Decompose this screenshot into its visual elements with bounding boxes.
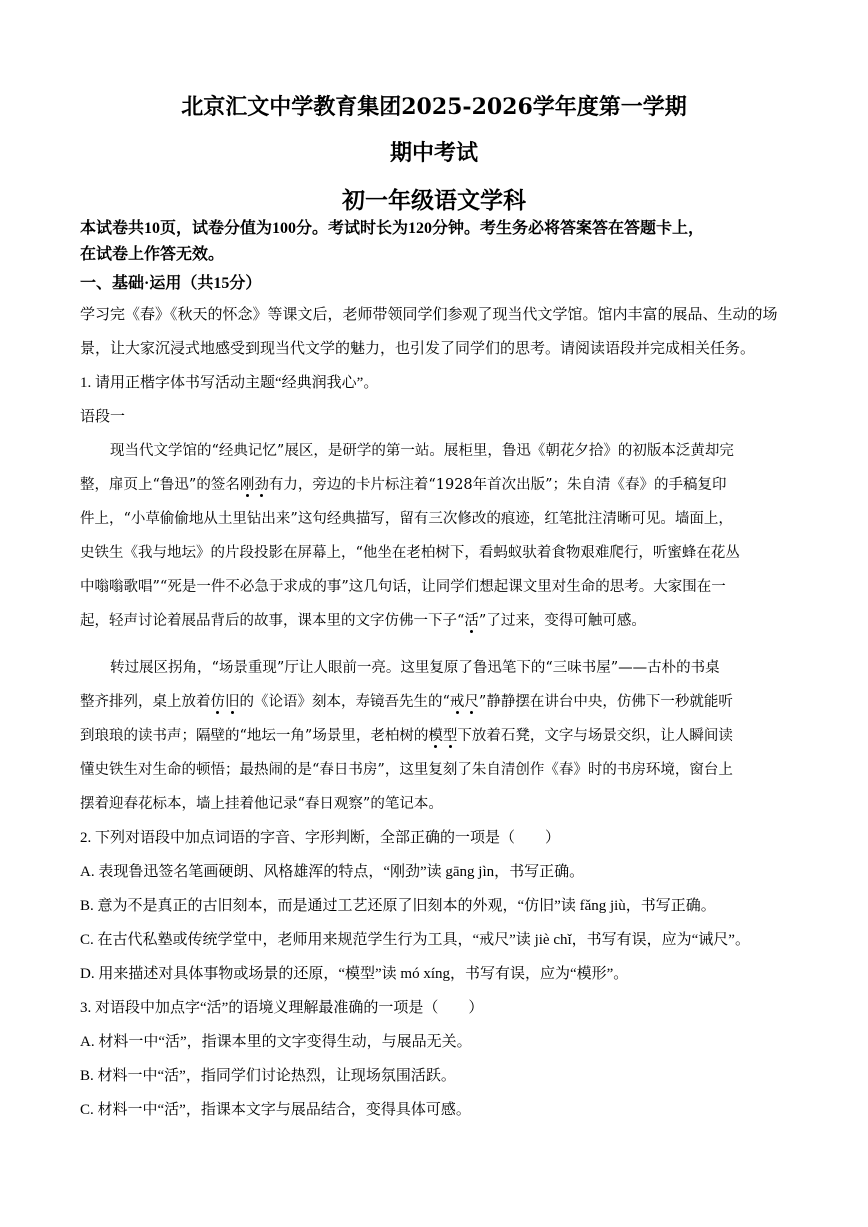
para1-line-6 — [80, 611, 646, 631]
dotted-char-huo: 活 — [464, 613, 479, 629]
dotted-char-jin: 劲 — [254, 477, 269, 493]
dotted-char-gang: 刚 — [239, 477, 255, 493]
section-heading: 一、基础·运用（共15分） — [80, 275, 262, 292]
para2-line-5: 摆着迎春花标本，墙上挂着他记录“春日观察”的笔记本。 — [80, 796, 443, 812]
para2-text-d: 到琅琅的读书声；隔壁的“地坛一角”场景里，老柏树的 — [80, 728, 429, 744]
para2-line-3 — [80, 726, 733, 746]
para1-text-a: 整，扉页上“鲁迅”的签名 — [80, 477, 240, 493]
exam-subtitle: 期中考试 — [389, 140, 478, 166]
question-3-option-c[interactable]: C. 材料一中“活”，指课本文字与展品结合，变得具体可感。 — [80, 1102, 471, 1118]
para1-line-2 — [80, 475, 727, 495]
notice-line-2: 在试卷上作答无效。 — [80, 246, 225, 263]
dotted-char-fang: 仿 — [210, 694, 225, 710]
passage-label: 语段一 — [80, 409, 126, 425]
para1-text-d: ”了过来，变得可触可感。 — [478, 613, 646, 629]
question-3-stem: 3. 对语段中加点字“活”的语境义理解最准确的一项是（ ） — [80, 1000, 484, 1016]
dotted-char-jie: 戒 — [449, 694, 465, 710]
notice-line-1: 本试卷共10页，试卷分值为100分。考试时长为120分钟。考生务必将答案答在答题卡上， — [80, 220, 705, 237]
dotted-char-chi: 尺 — [464, 694, 479, 710]
question-3-option-b[interactable]: B. 材料一中“活”，指同学们讨论热烈，让现场氛围活跃。 — [80, 1068, 456, 1084]
intro-line-1: 学习完《春》《秋天的怀念》等课文后，老师带领同学们参观了现当代文学馆。馆内丰富的展品、生动的场 — [80, 307, 778, 323]
exam-title: 北京汇文中学教育集团2025-2026学年度第一学期 — [181, 94, 687, 120]
question-2-stem: 2. 下列对语段中加点词语的字音、字形判断，全部正确的一项是（ ） — [80, 830, 561, 846]
para2-text-a: 整齐排列，桌上放着 — [80, 694, 211, 710]
para2-line-4: 懂史铁生对生命的顿悟；最热闹的是“春日书房”，这里复刻了朱自清创作《春》时的书房环境，窗台上 — [80, 762, 733, 778]
para2-line-1: 转过展区拐角，“场景重现”厅让人眼前一亮。这里复原了鲁迅笔下的“三味书屋”——古朴的书桌 — [110, 660, 720, 676]
para1-line-1: 现当代文学馆的“经典记忆”展区，是研学的第一站。展柜里，鲁迅《朝花夕拾》的初版本泛黄却完 — [110, 443, 734, 459]
question-2-option-b[interactable]: B. 意为不是真正的古旧刻本，而是通过工艺还原了旧刻本的外观，“仿旧”读 fǎng jiù，书写正确。 — [80, 898, 716, 914]
dotted-char-xing: 型 — [442, 728, 458, 744]
para1-text-b: 有力，旁边的卡片标注着“1928年首次出版”；朱自清《春》的手稿复印 — [268, 477, 727, 493]
para1-line-5: 中嗡嗡歌唱”“死是一件不必急于求成的事”这几句话，让同学们想起课文里对生命的思考。大家围在一 — [80, 579, 726, 595]
para1-line-4: 史铁生《我与地坛》的片段投影在屏幕上，“他坐在老柏树下，看蚂蚁驮着食物艰难爬行，听蜜蜂在花丛 — [80, 545, 740, 561]
para2-line-2 — [80, 692, 733, 712]
question-2-option-c[interactable]: C. 在古代私塾或传统学堂中，老师用来规范学生行为工具，“戒尺”读 jiè chǐ，书写有误，应为“诫尺”。 — [80, 932, 750, 948]
question-2-option-d[interactable]: D. 用来描述对具体事物或场景的还原，“模型”读 mó xíng，书写有误，应为“模形”。 — [80, 966, 629, 982]
question-2-option-a[interactable]: A. 表现鲁迅签名笔画硬朗、风格雄浑的特点，“刚劲”读 gāng jìn，书写正确。 — [80, 864, 585, 880]
exam-subject: 初一年级语文学科 — [342, 187, 526, 214]
dotted-char-jiu: 旧 — [225, 694, 240, 710]
dotted-char-mo: 模 — [428, 728, 443, 744]
para2-text-b: 的《论语》刻本，寿镜吾先生的“ — [239, 694, 450, 710]
para1-line-3: 件上，“小草偷偷地从土里钻出来”这句经典描写，留有三次修改的痕迹，红笔批注清晰可见。墙面上， — [80, 511, 733, 527]
para2-text-c: ”静静摆在讲台中央，仿佛下一秒就能听 — [478, 694, 733, 710]
question-3-option-a[interactable]: A. 材料一中“活”，指课本里的文字变得生动，与展品无关。 — [80, 1034, 472, 1050]
para1-text-c: 起，轻声讨论着展品背后的故事，课本里的文字仿佛一下子“ — [80, 613, 465, 629]
para2-text-e: 下放着石凳，文字与场景交织，让人瞬间读 — [457, 728, 733, 744]
question-1: 1. 请用正楷字体书写活动主题“经典润我心”。 — [80, 375, 379, 391]
intro-line-2: 景，让大家沉浸式地感受到现当代文学的魅力，也引发了同学们的思考。请阅读语段并完成相关任务。 — [80, 341, 756, 357]
